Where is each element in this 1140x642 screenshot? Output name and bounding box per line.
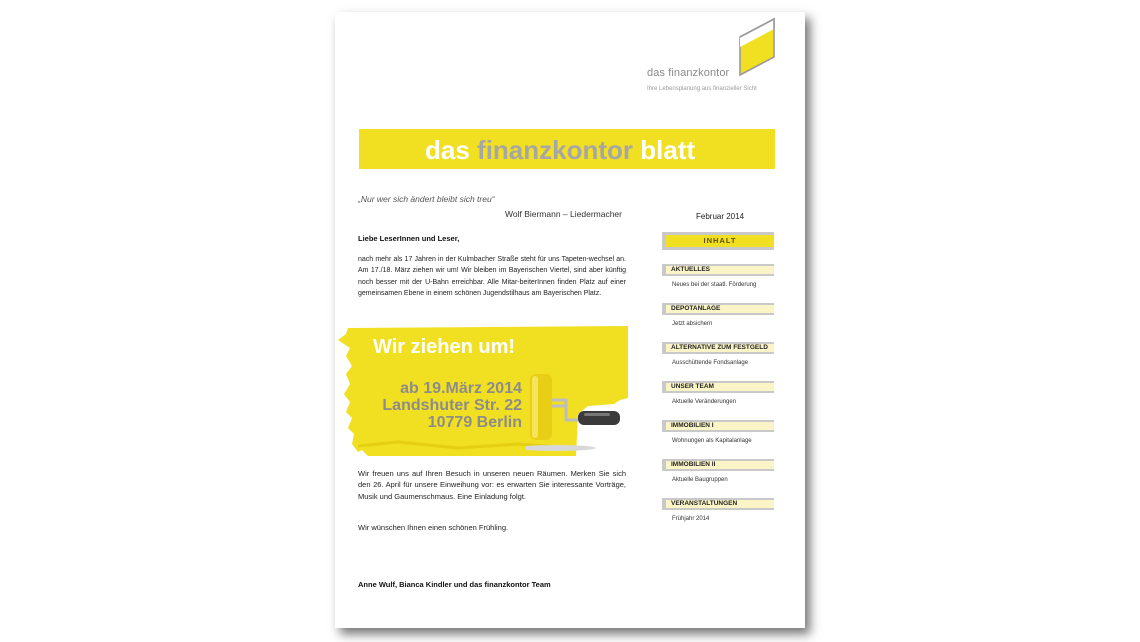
toc-entry	[662, 264, 774, 303]
toc-entry	[662, 459, 774, 498]
contents-title: INHALT	[666, 235, 774, 247]
title-part-das: das	[425, 135, 478, 165]
toc-heading: UNSER TEAM	[666, 383, 774, 391]
logo-tagline: Ihre Lebensplanung aus finanzieller Sicht	[647, 86, 757, 92]
toc-entry	[662, 342, 774, 381]
toc-heading: ALTERNATIVE ZUM FESTGELD	[666, 344, 774, 352]
intro-paragraph: nach mehr als 17 Jahren in der Kulmbacher Straße steht für uns Tapeten-wechsel an. Am 17./18. März ziehen wir um! Wir bleiben im Bayerischen Viertel, sind aber künftig noch besser mit der U-Bahn erreichbar. Alle Mitar-beiterInnen finden Platz auf einer gemeinsamen Ebene in einem schönen Jugendstilhaus am Bayerischen Platz.	[358, 256, 626, 298]
logo-name: das finanzkontor	[647, 67, 730, 79]
moving-heading: Wir ziehen um!	[373, 336, 516, 358]
toc-heading: IMMOBILIEN II	[666, 461, 774, 469]
move-street: Landshuter Str. 22	[382, 397, 522, 414]
title-part-finanzkontor: finanzkontor	[477, 135, 634, 165]
toc-entry	[662, 498, 774, 537]
toc-subtitle: Jetzt absichern	[672, 321, 713, 327]
signature: Anne Wulf, Bianca Kindler und das finanzkontor Team	[358, 580, 551, 589]
move-date: ab 19.März 2014	[400, 380, 522, 397]
toc-heading: VERANSTALTUNGEN	[666, 500, 774, 508]
toc-entry	[662, 381, 774, 420]
quote-author: Wolf Biermann – Liedermacher	[504, 209, 622, 219]
toc-subtitle: Wohnungen als Kapitalanlage	[672, 438, 752, 444]
title-part-blatt: blatt	[633, 135, 696, 165]
toc-heading: DEPOTANLAGE	[666, 305, 774, 313]
toc-subtitle: Aktuelle Baugruppen	[672, 477, 728, 483]
toc-heading: AKTUELLES	[666, 266, 774, 274]
newsletter-title	[425, 133, 695, 167]
issue-date: Februar 2014	[696, 212, 745, 221]
toc-subtitle: Neues bei der staatl. Förderung	[672, 282, 757, 288]
move-city: 10779 Berlin	[427, 414, 522, 431]
contents-header	[662, 232, 774, 250]
toc-subtitle: Aktuelle Veränderungen	[672, 399, 737, 405]
toc-heading: IMMOBILIEN I	[666, 422, 774, 430]
toc-entry	[662, 303, 774, 342]
salutation: Liebe LeserInnen und Leser,	[358, 234, 460, 243]
toc-subtitle: Ausschüttende Fondsanlage	[672, 360, 749, 366]
new-address-block	[376, 380, 522, 431]
quote-text: „Nur wer sich ändert bleibt sich treu“	[358, 194, 495, 204]
paint-roller-icon	[526, 372, 626, 452]
toc-entry	[662, 420, 774, 459]
body-paragraph: Wir freuen uns auf Ihren Besuch in unseren neuen Räumen. Merken Sie sich den 26. April für unsere Einweihung vor: es erwarten Sie interessante Vorträge, Musik und Gaumenschmaus. Eine Einladung folgt.	[358, 469, 626, 501]
table-of-contents	[662, 264, 774, 537]
toc-subtitle: Frühjahr 2014	[672, 516, 710, 522]
greeting: Wir wünschen Ihnen einen schönen Frühling.	[358, 523, 509, 532]
